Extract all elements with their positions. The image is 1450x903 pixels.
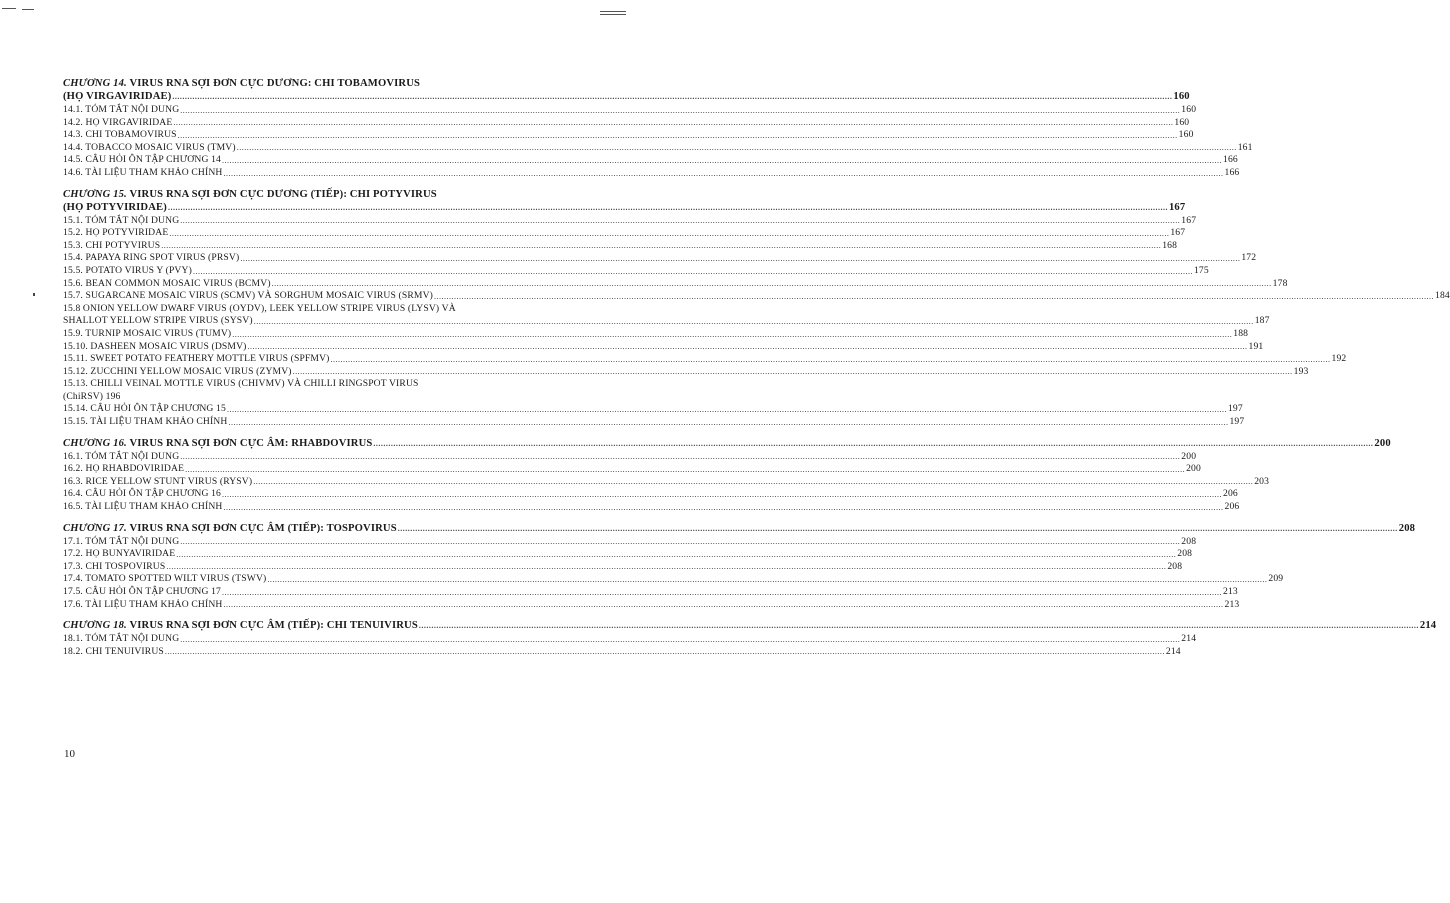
section-list xyxy=(63,633,1197,658)
entry-title: 17.1. TÓM TẮT NỘI DUNG xyxy=(63,535,180,547)
entry-title: 16.1. TÓM TẮT NỘI DUNG xyxy=(63,450,180,462)
entry-title: 14.4. TOBACCO MOSAIC VIRUS (TMV) xyxy=(63,141,236,153)
section-entry[interactable] xyxy=(63,365,1309,379)
chapter-label: CHƯƠNG 16. xyxy=(63,437,127,449)
page-ref: 206 xyxy=(1223,488,1238,500)
dot-leader: ................................................................................................................................................................................................................................................................................................................................................................................................................ xyxy=(173,118,1174,128)
page-ref: 193 xyxy=(1293,365,1309,377)
scan-speck xyxy=(33,293,35,296)
page-ref: 166 xyxy=(1223,154,1238,166)
section-entry[interactable] xyxy=(63,252,1257,265)
page-ref: 213 xyxy=(1223,586,1238,597)
page-ref: 208 xyxy=(1177,548,1193,560)
dot-leader: ................................................................................................................................................................................................................................................................................................................................................................................................................ xyxy=(232,329,1233,339)
chapter-entry[interactable] xyxy=(63,522,1416,535)
chapter-title-wrap xyxy=(63,437,372,450)
chapter-title-wrap xyxy=(63,619,418,632)
entry-title: 15.7. SUGARCANE MOSAIC VIRUS (SCMV) VÀ SORGHUM MOSAIC VIRUS (SRMV) xyxy=(63,290,433,302)
page-ref: 197 xyxy=(1229,416,1245,428)
section-entry[interactable] xyxy=(63,501,1240,514)
chapter-label: CHƯƠNG 18. xyxy=(63,620,127,632)
section-list xyxy=(63,214,1450,429)
page-ref: 209 xyxy=(1268,573,1284,585)
header-rule xyxy=(600,14,626,15)
page-ref: 160 xyxy=(1173,91,1190,102)
dot-leader: ................................................................................................................................................................................................................................................................................................................................................................................................................ xyxy=(222,587,1222,597)
section-entry[interactable] xyxy=(63,166,1240,180)
chapter-title-wrap xyxy=(63,522,397,535)
dot-leader: ................................................................................................................................................................................................................................................................................................................................................................................................................ xyxy=(177,130,1178,140)
page-ref: 200 xyxy=(1374,437,1391,449)
dot-leader: ................................................................................................................................................................................................................................................................................................................................................................................................................ xyxy=(253,316,1254,326)
chapter-heading xyxy=(63,522,1416,535)
section-entry[interactable] xyxy=(63,475,1270,489)
section-entry[interactable] xyxy=(63,353,1347,366)
page-ref: 160 xyxy=(1178,129,1194,141)
entry-title: 15.14. CÂU HỎI ÔN TẬP CHƯƠNG 15 xyxy=(63,403,226,415)
section-entry[interactable] xyxy=(63,141,1253,155)
chapter-entry[interactable] xyxy=(63,90,1190,103)
page-ref: 160 xyxy=(1174,116,1190,128)
dot-leader: ................................................................................................................................................................................................................................................................................................................................................................................................................ xyxy=(222,490,1222,500)
dot-leader: ................................................................................................................................................................................................................................................................................................................................................................................................................ xyxy=(164,647,1165,657)
dot-leader: ................................................................................................................................................................................................................................................................................................................................................................................................................ xyxy=(180,537,1181,547)
section-entry[interactable] xyxy=(63,463,1201,476)
entry-title: 15.1. TÓM TẮT NỘI DUNG xyxy=(63,214,180,226)
page-ref: 208 xyxy=(1181,535,1197,547)
section-entry[interactable] xyxy=(63,290,1450,303)
entry-title: 14.2. HỌ VIRGAVIRIDAE xyxy=(63,116,173,128)
table-of-contents xyxy=(63,77,1450,658)
entry-title: 17.5. CÂU HỎI ÔN TẬP CHƯƠNG 17 xyxy=(63,586,221,597)
page-ref: 203 xyxy=(1254,475,1270,487)
page-ref: 200 xyxy=(1181,450,1197,462)
chapter-title: VIRUS RNA SỢI ĐƠN CỰC DƯƠNG (TIẾP): CHI POTYVIRUS xyxy=(129,188,437,200)
section-entry[interactable] xyxy=(63,450,1197,464)
chapter-title: VIRUS RNA SỢI ĐƠN CỰC ÂM: RHABDOVIRUS xyxy=(129,437,373,449)
dot-leader: ................................................................................................................................................................................................................................................................................................................................................................................................................ xyxy=(176,549,1177,559)
chapter-label: CHƯƠNG 15. xyxy=(63,188,127,200)
dot-leader: ................................................................................................................................................................................................................................................................................................................................................................................................................ xyxy=(180,216,1181,226)
page-ref: 167 xyxy=(1181,214,1197,226)
entry-title: 18.2. CHI TENUIVIRUS xyxy=(63,645,164,657)
page-ref: 214 xyxy=(1419,620,1437,632)
section-entry[interactable] xyxy=(63,264,1209,278)
section-entry[interactable] xyxy=(63,645,1181,659)
scan-mark xyxy=(22,9,34,10)
entry-title: 17.4. TOMATO SPOTTED WILT VIRUS (TSWV) xyxy=(63,573,267,585)
chapter-title-line xyxy=(63,77,523,90)
page-ref: 172 xyxy=(1241,252,1257,264)
page-ref: 200 xyxy=(1186,463,1201,475)
page-ref: 175 xyxy=(1193,264,1209,276)
dot-leader: ................................................................................................................................................................................................................................................................................................................................................................................................................ xyxy=(180,634,1181,644)
section-entry[interactable] xyxy=(63,277,1288,291)
page-ref: 167 xyxy=(1170,227,1186,239)
chapter-title: VIRUS RNA SỢI ĐƠN CỰC ÂM (TIẾP): CHI TENUIVIRUS xyxy=(129,620,418,632)
section-entry[interactable] xyxy=(63,573,1284,586)
dot-leader: ................................................................................................................................................................................................................................................................................................................................................................................................................ xyxy=(172,92,1173,101)
section-list xyxy=(63,104,1253,180)
section-entry[interactable] xyxy=(63,104,1197,117)
section-entry[interactable] xyxy=(63,239,1178,253)
header-rule xyxy=(600,11,626,12)
entry-title: 15.2. HỌ POTYVIRIDAE xyxy=(63,227,169,239)
chapter-entry[interactable] xyxy=(63,201,1186,214)
page-ref: 166 xyxy=(1224,166,1240,178)
dot-leader: ................................................................................................................................................................................................................................................................................................................................................................................................................ xyxy=(223,168,1224,178)
entry-title: 15.10. DASHEEN MOSAIC VIRUS (DSMV) xyxy=(63,340,247,352)
dot-leader: ................................................................................................................................................................................................................................................................................................................................................................................................................ xyxy=(271,279,1272,289)
section-entry-line: (ChiRSV) 196 xyxy=(63,390,121,402)
section-entry[interactable] xyxy=(63,214,1197,228)
entry-title: 16.2. HỌ RHABDOVIRIDAE xyxy=(63,463,185,475)
dot-leader: ................................................................................................................................................................................................................................................................................................................................................................................................................ xyxy=(240,253,1241,263)
section-entry[interactable] xyxy=(63,548,1193,561)
dot-leader: ................................................................................................................................................................................................................................................................................................................................................................................................................ xyxy=(226,405,1227,415)
chapter-heading xyxy=(63,437,1391,450)
section-list xyxy=(63,535,1284,612)
page-ref: 206 xyxy=(1224,501,1240,513)
entry-title: 15.9. TURNIP MOSAIC VIRUS (TUMV) xyxy=(63,327,232,339)
dot-leader: ................................................................................................................................................................................................................................................................................................................................................................................................................ xyxy=(223,600,1224,610)
dot-leader: ................................................................................................................................................................................................................................................................................................................................................................................................................ xyxy=(434,291,1434,301)
section-list xyxy=(63,450,1270,514)
entry-title: 16.4. CÂU HỎI ÔN TẬP CHƯƠNG 16 xyxy=(63,488,221,500)
section-entry-line: 15.8 ONION YELLOW DWARF VIRUS (OYDV), LEEK YELLOW STRIPE VIRUS (LYSV) VÀ xyxy=(63,302,456,314)
dot-leader: ................................................................................................................................................................................................................................................................................................................................................................................................................ xyxy=(236,143,1237,153)
section-entry[interactable] xyxy=(63,598,1240,612)
page-ref: 213 xyxy=(1224,598,1240,610)
entry-title: 14.3. CHI TOBAMOVIRUS xyxy=(63,129,177,141)
section-entry[interactable] xyxy=(63,633,1197,646)
chapter-entry[interactable] xyxy=(63,619,1437,632)
dot-leader: ................................................................................................................................................................................................................................................................................................................................................................................................................ xyxy=(228,417,1229,427)
entry-title: 15.5. POTATO VIRUS Y (PVY) xyxy=(63,264,192,276)
page-ref: 191 xyxy=(1248,340,1264,352)
dot-leader: ................................................................................................................................................................................................................................................................................................................................................................................................................ xyxy=(267,575,1268,584)
dot-leader: ................................................................................................................................................................................................................................................................................................................................................................................................................ xyxy=(185,464,1186,474)
entry-title: 17.2. HỌ BUNYAVIRIDAE xyxy=(63,548,176,560)
section-entry[interactable] xyxy=(63,403,1243,416)
dot-leader: ................................................................................................................................................................................................................................................................................................................................................................................................................ xyxy=(223,502,1224,512)
section-entry[interactable] xyxy=(63,327,1249,341)
page-ref: 160 xyxy=(1181,104,1197,115)
dot-leader: ................................................................................................................................................................................................................................................................................................................................................................................................................ xyxy=(161,241,1162,251)
entry-title: 16.5. TÀI LIỆU THAM KHẢO CHÍNH xyxy=(63,501,223,513)
scan-mark xyxy=(2,8,16,9)
section-entry[interactable] xyxy=(63,116,1190,130)
section-entry[interactable] xyxy=(63,535,1197,549)
chapter-title: VIRUS RNA SỢI ĐƠN CỰC ÂM (TIẾP): TOSPOVIRUS xyxy=(129,522,397,534)
section-entry[interactable] xyxy=(63,129,1194,142)
page-ref: 184 xyxy=(1435,290,1450,302)
section-entry[interactable] xyxy=(63,586,1238,599)
chapter-heading xyxy=(63,188,1186,214)
dot-leader: ................................................................................................................................................................................................................................................................................................................................................................................................................ xyxy=(192,266,1193,276)
chapter-heading xyxy=(63,619,1437,632)
dot-leader: ................................................................................................................................................................................................................................................................................................................................................................................................................ xyxy=(292,367,1293,377)
chapter-label: CHƯƠNG 17. xyxy=(63,522,127,534)
dot-leader: ................................................................................................................................................................................................................................................................................................................................................................................................................ xyxy=(418,621,1419,631)
entry-title: 15.15. TÀI LIỆU THAM KHẢO CHÍNH xyxy=(63,416,228,428)
chapter-title: VIRUS RNA SỢI ĐƠN CỰC DƯƠNG: CHI TOBAMOVIRUS xyxy=(129,78,421,89)
entry-title: 15.6. BEAN COMMON MOSAIC VIRUS (BCMV) xyxy=(63,277,271,289)
section-entry[interactable] xyxy=(63,560,1183,574)
section-entry[interactable] xyxy=(63,416,1245,429)
entry-title: (HỌ POTYVIRIDAE) xyxy=(63,201,167,213)
entry-title: SHALLOT YELLOW STRIPE VIRUS (SYSV) xyxy=(63,315,253,327)
section-entry[interactable] xyxy=(63,315,1270,328)
entry-title: (HỌ VIRGAVIRIDAE) xyxy=(63,91,172,102)
section-entry-line: 15.13. CHILLI VEINAL MOTTLE VIRUS (CHIVMV) VÀ CHILLI RINGSPOT VIRUS xyxy=(63,378,419,390)
entry-title: 16.3. RICE YELLOW STUNT VIRUS (RYSV) xyxy=(63,475,253,487)
entry-title: 15.3. CHI POTYVIRUS xyxy=(63,239,161,251)
page-ref: 178 xyxy=(1272,277,1288,289)
entry-title: 15.11. SWEET POTATO FEATHERY MOTTLE VIRUS (SPFMV) xyxy=(63,353,330,365)
page-ref: 161 xyxy=(1237,141,1253,153)
page-ref: 214 xyxy=(1165,645,1181,657)
page-ref: 214 xyxy=(1181,633,1197,645)
page-ref: 188 xyxy=(1233,327,1249,339)
dot-leader: ................................................................................................................................................................................................................................................................................................................................................................................................................ xyxy=(167,202,1168,212)
dot-leader: ................................................................................................................................................................................................................................................................................................................................................................................................................ xyxy=(373,438,1374,448)
section-entry[interactable] xyxy=(63,154,1238,167)
chapter-entry[interactable] xyxy=(63,437,1391,450)
section-entry[interactable] xyxy=(63,340,1264,354)
page-ref: 197 xyxy=(1227,403,1243,415)
entry-title: 17.6. TÀI LIỆU THAM KHẢO CHÍNH xyxy=(63,598,223,610)
dot-leader: ................................................................................................................................................................................................................................................................................................................................................................................................................ xyxy=(180,105,1181,115)
entry-title: 14.1. TÓM TẮT NỘI DUNG xyxy=(63,104,180,115)
entry-title: 14.6. TÀI LIỆU THAM KHẢO CHÍNH xyxy=(63,166,223,178)
chapter-label: CHƯƠNG 14. xyxy=(63,78,127,89)
page-ref: 192 xyxy=(1331,353,1347,365)
entry-title: 15.4. PAPAYA RING SPOT VIRUS (PRSV) xyxy=(63,252,240,264)
entry-title: 17.3. CHI TOSPOVIRUS xyxy=(63,560,166,572)
dot-leader: ................................................................................................................................................................................................................................................................................................................................................................................................................ xyxy=(166,562,1167,572)
entry-title: 18.1. TÓM TẮT NỘI DUNG xyxy=(63,633,180,645)
chapter-heading xyxy=(63,77,1190,103)
entry-title: 15.12. ZUCCHINI YELLOW MOSAIC VIRUS (ZYMV) xyxy=(63,365,292,377)
page-ref: 208 xyxy=(1167,560,1183,572)
page-ref: 167 xyxy=(1168,201,1186,213)
dot-leader: ................................................................................................................................................................................................................................................................................................................................................................................................................ xyxy=(247,342,1248,352)
dot-leader: ................................................................................................................................................................................................................................................................................................................................................................................................................ xyxy=(222,155,1222,165)
dot-leader: ................................................................................................................................................................................................................................................................................................................................................................................................................ xyxy=(330,354,1331,364)
dot-leader: ................................................................................................................................................................................................................................................................................................................................................................................................................ xyxy=(397,523,1398,533)
page-ref: 208 xyxy=(1398,522,1416,534)
section-entry[interactable] xyxy=(63,227,1186,240)
dot-leader: ................................................................................................................................................................................................................................................................................................................................................................................................................ xyxy=(169,228,1170,238)
dot-leader: ................................................................................................................................................................................................................................................................................................................................................................................................................ xyxy=(253,477,1254,487)
page-number: 10 xyxy=(64,748,75,760)
entry-title: 14.5. CÂU HỎI ÔN TẬP CHƯƠNG 14 xyxy=(63,154,221,166)
page-ref: 168 xyxy=(1162,239,1178,251)
dot-leader: ................................................................................................................................................................................................................................................................................................................................................................................................................ xyxy=(180,452,1181,462)
section-entry[interactable] xyxy=(63,488,1238,501)
page-ref: 187 xyxy=(1254,315,1270,327)
chapter-title-line xyxy=(63,188,523,201)
